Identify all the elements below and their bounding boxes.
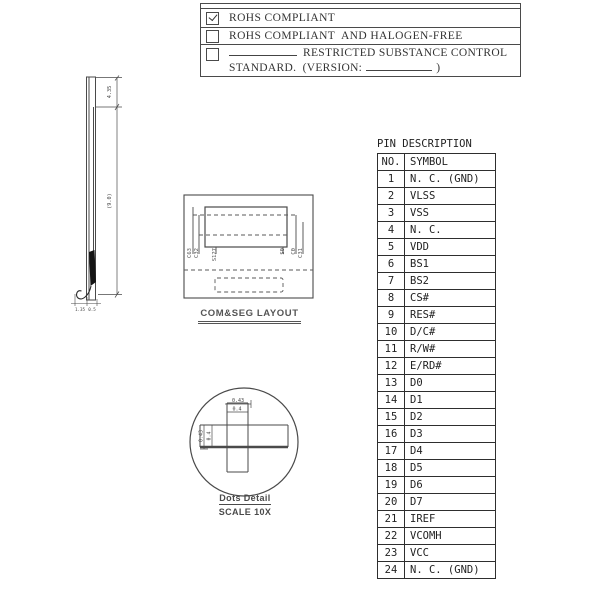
table-row xyxy=(378,324,496,341)
com-seg-caption-wrap xyxy=(183,303,316,324)
pin-number: 21 xyxy=(378,511,405,528)
pin-number: 6 xyxy=(378,256,405,273)
pin-symbol: D7 xyxy=(405,494,496,511)
table-header-row xyxy=(378,154,496,171)
table-row xyxy=(378,562,496,579)
header-no: NO. xyxy=(378,154,405,171)
table-row xyxy=(378,528,496,545)
pin-symbol: D1 xyxy=(405,392,496,409)
pin-symbol: D2 xyxy=(405,409,496,426)
pin-symbol: N. C. (GND) xyxy=(405,562,496,579)
restricted-line2-prefix: STANDARD. (VERSION: xyxy=(229,61,363,74)
compliance-row-halogen xyxy=(201,28,520,45)
pin-symbol: IREF xyxy=(405,511,496,528)
pin-symbol: R/W# xyxy=(405,341,496,358)
seg-label-s0: S0 xyxy=(280,248,286,255)
restricted-checkbox xyxy=(206,48,219,61)
pin-symbol: VSS xyxy=(405,205,496,222)
rohs-checkbox xyxy=(206,12,219,25)
restricted-line2 xyxy=(229,61,507,76)
pin-number: 22 xyxy=(378,528,405,545)
table-row xyxy=(378,511,496,528)
restricted-text xyxy=(229,46,507,75)
table-row xyxy=(378,460,496,477)
pin-number: 20 xyxy=(378,494,405,511)
polarizer-wedge xyxy=(89,250,96,286)
pin-description-table xyxy=(377,153,496,579)
compliance-row-restricted xyxy=(201,45,520,76)
pin-number: 10 xyxy=(378,324,405,341)
pin-symbol: VCOMH xyxy=(405,528,496,545)
table-row xyxy=(378,290,496,307)
table-row xyxy=(378,409,496,426)
pin-symbol: D/C# xyxy=(405,324,496,341)
restricted-line2-suffix: ) xyxy=(436,61,441,74)
table-row xyxy=(378,307,496,324)
halogen-label: ROHS COMPLIANT AND HALOGEN-FREE xyxy=(229,30,463,42)
pin-symbol: D3 xyxy=(405,426,496,443)
dim-pitch-v-label: 0.43 xyxy=(198,429,205,443)
blank-line xyxy=(366,61,432,71)
dim-dot-h-label: 0.4 xyxy=(232,406,242,413)
table-row xyxy=(378,375,496,392)
compliance-row-rohs xyxy=(201,9,520,28)
com-label-c0: C0 xyxy=(291,248,297,255)
dots-caption-wrap xyxy=(186,488,304,517)
pin-table-body xyxy=(378,154,496,579)
rohs-label: ROHS COMPLIANT xyxy=(229,12,336,24)
com-label-c32: C32 xyxy=(194,248,200,258)
pin-number: 5 xyxy=(378,239,405,256)
active-area-rect xyxy=(205,207,287,247)
pin-number: 9 xyxy=(378,307,405,324)
table-row xyxy=(378,392,496,409)
pin-symbol: CS# xyxy=(405,290,496,307)
pin-number: 17 xyxy=(378,443,405,460)
pin-number: 24 xyxy=(378,562,405,579)
restricted-line1-text: RESTRICTED SUBSTANCE CONTROL xyxy=(303,47,508,59)
table-row xyxy=(378,341,496,358)
pin-symbol: N. C. (GND) xyxy=(405,171,496,188)
pin-number: 1 xyxy=(378,171,405,188)
pin-number: 3 xyxy=(378,205,405,222)
dim-dot-v-label: 0.4 xyxy=(206,431,213,441)
pin-symbol: VLSS xyxy=(405,188,496,205)
table-row xyxy=(378,273,496,290)
dim-top-label: 4.35 xyxy=(107,85,113,99)
dots-scale-label: SCALE 10X xyxy=(218,507,272,517)
table-row xyxy=(378,358,496,375)
dim-bottom-a-label: 1.35 xyxy=(74,307,86,312)
pin-symbol: RES# xyxy=(405,307,496,324)
dim-body-label: (9.0) xyxy=(107,193,113,209)
halogen-checkbox xyxy=(206,30,219,43)
pin-number: 18 xyxy=(378,460,405,477)
restricted-line1 xyxy=(229,46,507,61)
pin-table-title: PIN DESCRIPTION xyxy=(377,138,472,150)
dim-pitch-h-label: 0.43 xyxy=(231,398,245,404)
table-row xyxy=(378,239,496,256)
compliance-box xyxy=(200,3,521,77)
pin-symbol: BS1 xyxy=(405,256,496,273)
pin-symbol: N. C. xyxy=(405,222,496,239)
pin-symbol: D4 xyxy=(405,443,496,460)
table-row xyxy=(378,443,496,460)
pin-number: 4 xyxy=(378,222,405,239)
pin-number: 23 xyxy=(378,545,405,562)
blank-line xyxy=(229,46,297,56)
pin-number: 12 xyxy=(378,358,405,375)
dots-detail-caption: Dots Detail xyxy=(219,493,271,503)
pin-symbol: VDD xyxy=(405,239,496,256)
table-row xyxy=(378,222,496,239)
pin-number: 8 xyxy=(378,290,405,307)
com-seg-caption: COM&SEG LAYOUT xyxy=(198,308,300,324)
dot-cross-outline xyxy=(200,403,288,472)
seg-label-s127: S127 xyxy=(212,248,218,262)
table-row xyxy=(378,545,496,562)
dots-detail-diagram xyxy=(186,383,304,505)
table-row xyxy=(378,256,496,273)
table-row xyxy=(378,188,496,205)
table-row xyxy=(378,494,496,511)
table-row xyxy=(378,171,496,188)
pin-symbol: VCC xyxy=(405,545,496,562)
com-label-c63: C63 xyxy=(187,248,193,258)
pin-number: 16 xyxy=(378,426,405,443)
pin-number: 7 xyxy=(378,273,405,290)
pin-symbol: D6 xyxy=(405,477,496,494)
dim-bottom-b-label: 0.5 xyxy=(88,307,96,312)
table-row xyxy=(378,426,496,443)
com-label-c31: C31 xyxy=(298,248,304,258)
pin-symbol: E/RD# xyxy=(405,358,496,375)
header-symbol: SYMBOL xyxy=(405,154,496,171)
pin-number: 15 xyxy=(378,409,405,426)
pin-number: 2 xyxy=(378,188,405,205)
pin-symbol: BS2 xyxy=(405,273,496,290)
table-row xyxy=(378,205,496,222)
table-row xyxy=(378,477,496,494)
pin-number: 11 xyxy=(378,341,405,358)
pin-number: 13 xyxy=(378,375,405,392)
pin-number: 19 xyxy=(378,477,405,494)
pin-symbol: D0 xyxy=(405,375,496,392)
side-view-drawing xyxy=(58,70,136,320)
dimension-lines xyxy=(96,76,122,298)
check-icon xyxy=(208,11,217,20)
com-seg-diagram xyxy=(183,192,316,302)
pin-number: 14 xyxy=(378,392,405,409)
pin-symbol: D5 xyxy=(405,460,496,477)
